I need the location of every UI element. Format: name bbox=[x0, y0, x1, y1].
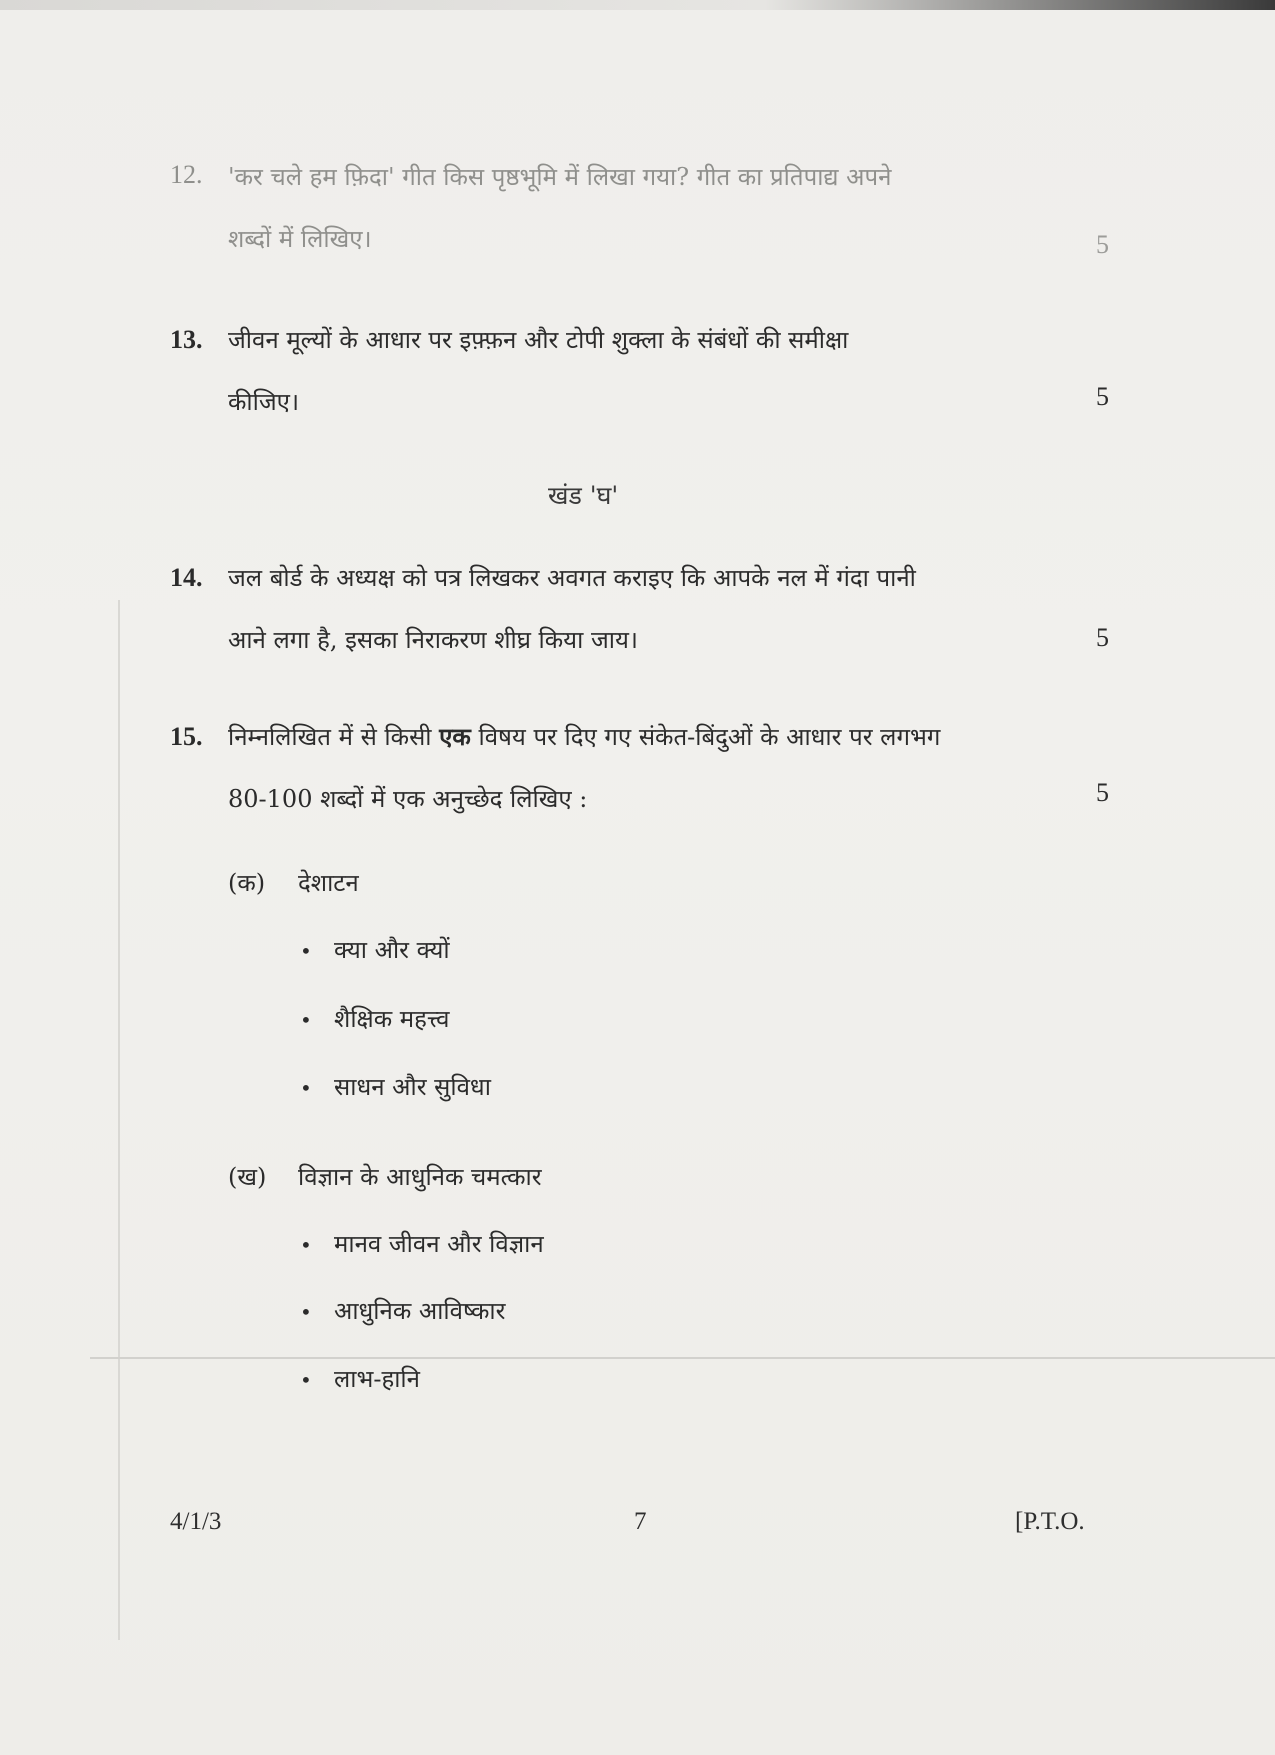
marks-15: 5 bbox=[1096, 778, 1109, 807]
bullet-text: आधुनिक आविष्कार bbox=[334, 1297, 506, 1325]
marks-13: 5 bbox=[1096, 382, 1109, 411]
question-line: 80-100 शब्दों में एक अनुच्छेद लिखिए : bbox=[228, 785, 588, 813]
option-title: विज्ञान के आधुनिक चमत्कार bbox=[298, 1163, 542, 1191]
bullet-point bbox=[300, 933, 450, 966]
pto-label: [P.T.O. bbox=[1015, 1508, 1085, 1535]
bullet-point bbox=[300, 1362, 420, 1395]
option-ka bbox=[228, 866, 359, 899]
bullet-text: क्या और क्यों bbox=[334, 936, 450, 964]
bullet-text: साधन और सुविधा bbox=[334, 1073, 491, 1101]
question-line bbox=[228, 706, 1108, 768]
question-number: 15. bbox=[170, 722, 203, 751]
bullet-icon: • bbox=[300, 1008, 312, 1032]
question-number: 14. bbox=[170, 563, 203, 592]
bullet-text: मानव जीवन और विज्ञान bbox=[334, 1230, 544, 1258]
bullet-point bbox=[300, 1002, 450, 1035]
question-line: जीवन मूल्यों के आधार पर इफ़्फ़न और टोपी शुक्ला के संबंधों की समीक्षा bbox=[228, 326, 849, 354]
page-number: 7 bbox=[634, 1508, 647, 1535]
marks-12: 5 bbox=[1096, 230, 1109, 259]
bullet-text: लाभ-हानि bbox=[334, 1365, 420, 1393]
option-label: (क) bbox=[228, 869, 266, 897]
question-text bbox=[228, 706, 1108, 830]
scan-top-edge bbox=[0, 0, 1275, 10]
question-line: आने लगा है, इसका निराकरण शीघ्र किया जाय। bbox=[228, 626, 638, 654]
bullet-icon: • bbox=[300, 1233, 312, 1257]
bullet-icon: • bbox=[300, 1300, 312, 1324]
paper-code: 4/1/3 bbox=[170, 1508, 222, 1535]
section-heading: खंड 'घ' bbox=[548, 481, 619, 510]
question-text bbox=[228, 309, 1108, 433]
margin-line bbox=[118, 600, 120, 1640]
bullet-text: शैक्षिक महत्त्व bbox=[334, 1005, 450, 1033]
question-number: 13. bbox=[170, 325, 203, 354]
question-text bbox=[228, 146, 1108, 270]
question-number: 12. bbox=[170, 160, 203, 189]
question-line-start: निम्नलिखित में से किसी bbox=[228, 723, 440, 751]
emphasis-word: एक bbox=[439, 722, 471, 751]
marks-14: 5 bbox=[1096, 623, 1109, 652]
bullet-point bbox=[300, 1294, 505, 1327]
option-label: (ख) bbox=[228, 1163, 267, 1191]
bullet-icon: • bbox=[300, 939, 312, 963]
question-text bbox=[228, 547, 1108, 671]
question-line-end: विषय पर दिए गए संकेत-बिंदुओं के आधार पर लगभग bbox=[470, 723, 941, 751]
option-title: देशाटन bbox=[298, 869, 359, 897]
question-line: कीजिए। bbox=[228, 388, 300, 416]
option-kha bbox=[228, 1160, 542, 1193]
bullet-icon: • bbox=[300, 1368, 312, 1392]
question-line: 'कर चले हम फ़िदा' गीत किस पृष्ठभूमि में लिखा गया? गीत का प्रतिपाद्य अपने bbox=[228, 163, 892, 191]
bullet-icon: • bbox=[300, 1076, 312, 1100]
fold-line bbox=[90, 1357, 1275, 1359]
question-line: जल बोर्ड के अध्यक्ष को पत्र लिखकर अवगत कराइए कि आपके नल में गंदा पानी bbox=[228, 564, 916, 592]
question-line: शब्दों में लिखिए। bbox=[228, 225, 372, 253]
bullet-point bbox=[300, 1070, 491, 1103]
bullet-point bbox=[300, 1227, 544, 1260]
